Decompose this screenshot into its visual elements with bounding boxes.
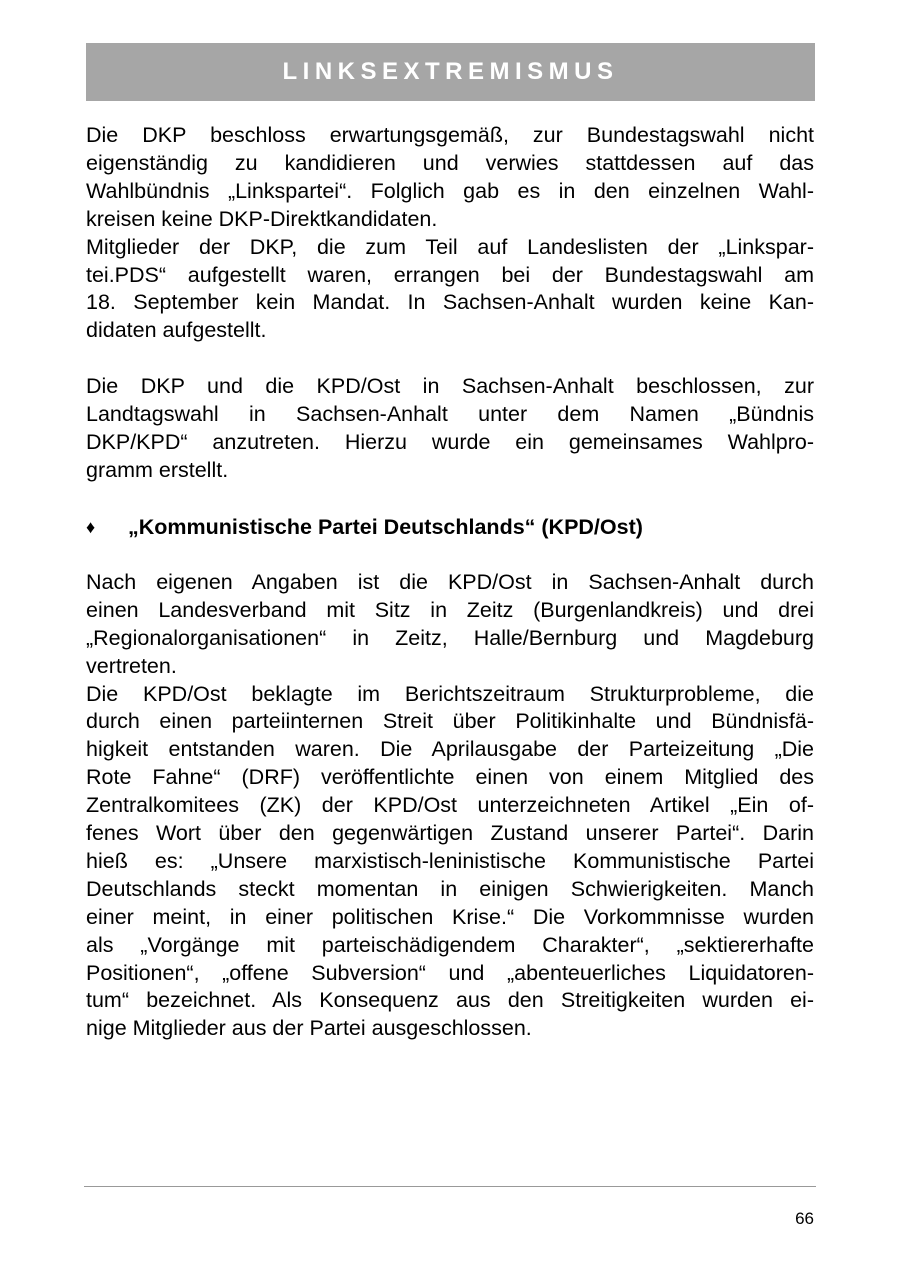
text-line: didaten aufgestellt. [86,318,267,343]
text-line: Nach eigenen Angaben ist die KPD/Ost in Sachsen-Anhalt durch [86,569,814,594]
text-line: fenes Wort über den gegenwärtigen Zustand unserer Partei“. Darin [86,821,814,846]
paragraph-dkp-mitglieder [86,234,814,346]
text-line: gramm erstellt. [86,457,229,482]
text-line: higkeit entstanden waren. Die Aprilausgabe der Parteizeitung „Die [86,737,814,762]
text-line: Rote Fahne“ (DRF) veröffentlichte einen von einem Mitglied des [86,765,814,790]
text-line: vertreten. [86,653,177,678]
text-line: Mitglieder der DKP, die zum Teil auf Landeslisten der „Linkspar- [86,234,814,259]
text-line: DKP/KPD“ anzutreten. Hierzu wurde ein gemeinsames Wahlpro- [86,430,814,455]
section-heading-kpd-ost [86,513,814,541]
text-line: Zentralkomitees (ZK) der KPD/Ost unterzeichneten Artikel „Ein of- [86,793,814,818]
text-line: einen Landesverband mit Sitz in Zeitz (Burgenlandkreis) und drei [86,597,814,622]
text-line: kreisen keine DKP-Direktkandidaten. [86,206,438,231]
text-line: eigenständig zu kandidieren und verwies stattdessen auf das [86,150,814,175]
text-line: Wahlbündnis „Linkspartei“. Folglich gab es in den einzelnen Wahl- [86,178,814,203]
text-line: als „Vorgänge mit parteischädigendem Charakter“, „sektiererhafte [86,932,814,957]
text-line: Positionen“, „offene Subversion“ und „abenteuerliches Liquidatoren- [86,960,814,985]
diamond-bullet-icon: ♦ [86,516,96,537]
text-line: „Regionalorganisationen“ in Zeitz, Halle/Bernburg und Magdeburg [86,625,814,650]
text-line: tei.PDS“ aufgestellt waren, errangen bei der Bundestagswahl am [86,262,814,287]
text-line: Die KPD/Ost beklagte im Berichtszeitraum Strukturprobleme, die [86,681,814,706]
page-header-banner [86,43,815,101]
text-line: durch einen parteiinternen Streit über Politikinhalte und Bündnisfä- [86,709,814,734]
text-line: 18. September kein Mandat. In Sachsen-Anhalt wurden keine Kan- [86,290,814,315]
paragraph-kpd-ost-strukturprobleme [86,681,814,1044]
paragraph-buendnis-dkp-kpd [86,373,814,485]
section-heading-text: „Kommunistische Partei Deutschlands“ (KPD/Ost) [128,514,643,539]
text-line: einer meint, in einer politischen Krise.“ Die Vorkommnisse wurden [86,904,814,929]
text-line: Die DKP und die KPD/Ost in Sachsen-Anhalt beschlossen, zur [86,374,814,399]
text-line: Die DKP beschloss erwartungsgemäß, zur Bundestagswahl nicht [86,123,814,147]
page-number: 66 [795,1209,814,1228]
text-line: Deutschlands steckt momentan in einigen Schwierigkeiten. Manch [86,876,814,901]
page-header-title: LINKSEXTREMISMUS [282,58,619,85]
text-line: Landtagswahl in Sachsen-Anhalt unter dem Namen „Bündnis [86,402,814,427]
text-line: tum“ bezeichnet. Als Konsequenz aus den Streitigkeiten wurden ei- [86,988,814,1013]
paragraph-kpd-ost-organisation [86,569,814,681]
page-content [86,122,814,1043]
text-line: hieß es: „Unsere marxistisch-leninistische Kommunistische Partei [86,848,814,873]
text-line: nige Mitglieder aus der Partei ausgeschlossen. [86,1016,532,1041]
paragraph-dkp-bundestagswahl [86,122,814,234]
footer-divider [84,1186,816,1187]
